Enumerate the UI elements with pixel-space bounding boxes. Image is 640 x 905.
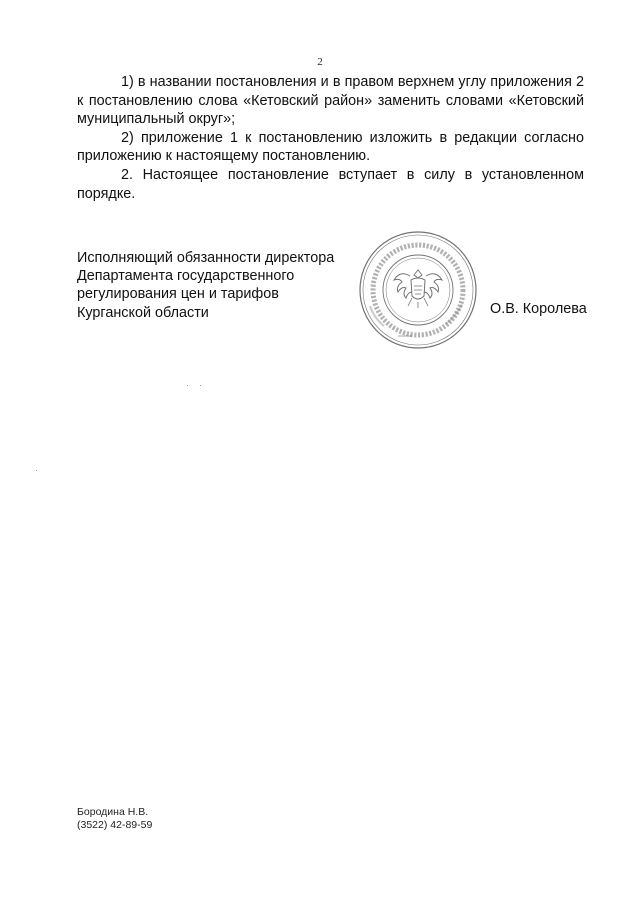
scan-speck [36, 470, 37, 471]
signer-name: О.В. Королева [490, 301, 587, 317]
scan-speck [200, 385, 201, 386]
executor-contact [77, 806, 152, 832]
effective-date-clause: 2. Настоящее постановление вступает в силу в установленном порядке. [77, 166, 584, 202]
resolution-text [77, 73, 584, 203]
executor-name: Бородина Н.В. [77, 806, 149, 818]
amendment-item-2: 2) приложение 1 к постановлению изложить в редакции согласно приложению к настоящему постановлению. [77, 129, 584, 165]
page-number: 2 [317, 56, 323, 68]
signer-position-line: Исполняющий обязанности директора [77, 250, 335, 266]
signer-position [77, 249, 357, 322]
signer-position-line: Курганской области [77, 304, 209, 321]
scan-speck [187, 385, 188, 386]
signer-position-line: Департамента государственного [77, 268, 295, 285]
signer-position-line: регулирования цен и тарифов [77, 286, 279, 303]
executor-phone: (3522) 42-89-59 [77, 819, 153, 831]
amendment-item-1: 1) в названии постановления и в правом верхнем углу приложения 2 к постановлению слова «Кетовский район» заменить словами «Кетовский муниципальный округ»; [77, 74, 584, 128]
official-seal-icon [348, 228, 488, 353]
